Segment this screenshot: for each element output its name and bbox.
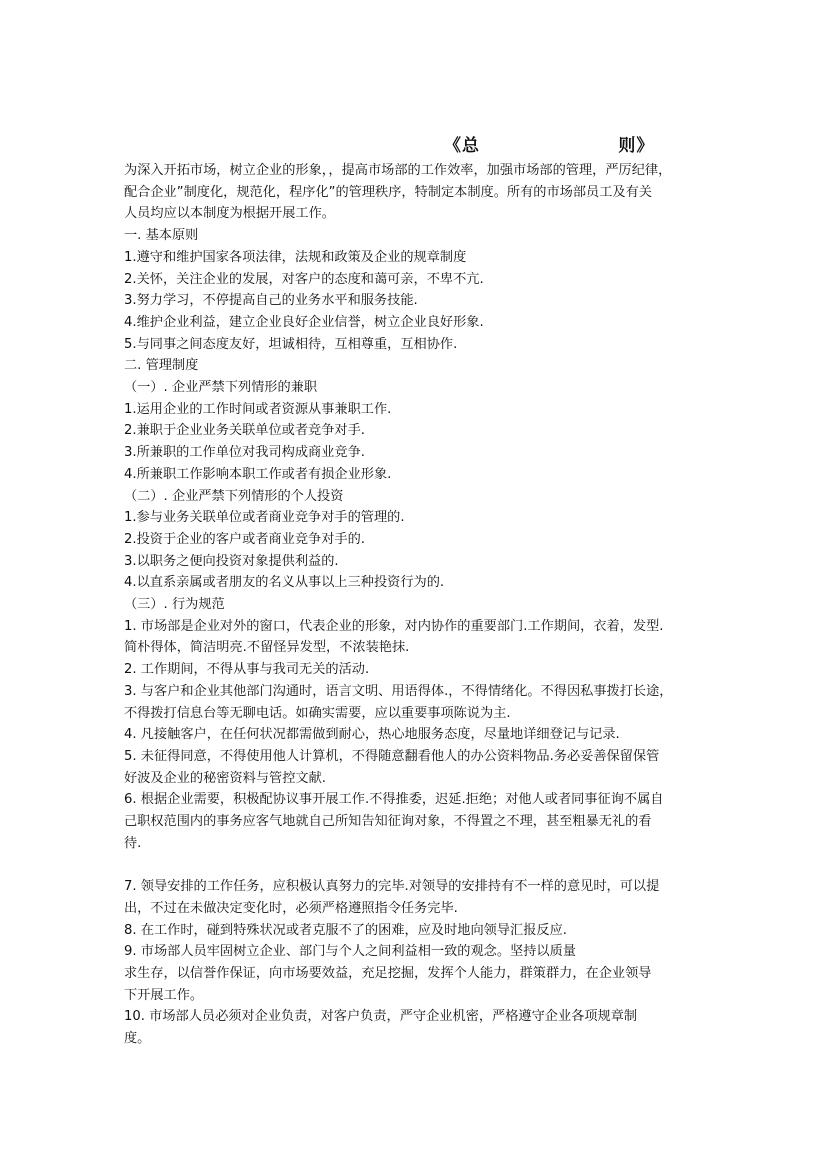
text-line: 3.以职务之便向投资对象提供利益的. [124,553,339,569]
document-title: 《总 则》 [444,136,655,156]
text-line: 1.运用企业的工作时间或者资源从事兼职工作. [124,401,392,417]
text-line: 4.维护企业利益，建立企业良好企业信誉，树立企业良好形象. [124,314,484,330]
text-line: 己职权范围内的事务应客气地就自己所知告知征询对象，不得置之不理，甚至粗暴无礼的看 [124,814,652,830]
text-line: 1. 市场部是企业对外的窗口，代表企业的形象，对内协作的重要部门.工作期间，衣着，发型. [124,618,664,634]
text-line: 3.努力学习，不停提高自己的业务水平和服务技能. [124,293,418,309]
text-line: 2. 工作期间，不得从事与我司无关的活动. [124,662,370,678]
text-line: 8. 在工作时，碰到特殊状况或者克服不了的困难，应及时地向领导汇报反应. [124,922,567,938]
text-line: 4.以直系亲属或者朋友的名义从事以上三种投资行为的. [124,575,445,591]
text-line: 9. 市场部人员牢固树立企业、部门与个人之间利益相一致的观念。坚持以质量 [124,944,576,960]
text-line: 下开展工作。 [124,987,204,1003]
text-line: （三）. 行为规范 [124,597,225,613]
text-line: 2.兼职于企业业务关联单位或者竞争对手. [124,423,365,439]
text-line: 1.遵守和维护国家各项法律，法规和政策及企业的规章制度 [124,249,467,265]
text-line: 人员均应以本制度为根据开展工作。 [124,206,335,222]
text-line: 4.所兼职工作影响本职工作或者有损企业形象. [124,466,392,482]
text-line: 一. 基本原则 [124,228,199,244]
text-line: 配合企业”制度化，规范化，程序化”的管理秩序，特制定本制度。所有的市场部员工及有关 [124,184,652,200]
text-line: 好波及企业的秘密资料与管控文献. [124,770,327,786]
document-body [124,160,714,1050]
text-line: 求生存，以信誉作保证，向市场要效益，充足挖掘，发挥个人能力，群策群力，在企业领导 [124,966,652,981]
text-line: 待. [124,835,142,851]
text-line: 6. 根据企业需要，积极配协议事开展工作.不得推委，迟延.拒绝；对他人或者同事征询不属自 [124,792,664,808]
text-line: 4. 凡接触客户，在任何状况都需做到耐心，热心地服务态度，尽量地详细登记与记录. [124,727,620,743]
text-line: 二. 管理制度 [124,358,199,374]
text-line: 度。 [124,1031,151,1047]
text-line: 2.关怀，关注企业的发展，对客户的态度和蔼可亲，不卑不亢. [124,271,484,287]
text-line: （二）. 企业严禁下列情形的个人投资 [124,488,344,504]
text-line: 7. 领导安排的工作任务，应积极认真努力的完毕.对领导的安排持有不一样的意见时，可以提 [124,879,660,895]
text-line: 简朴得体，简洁明亮.不留怪异发型，不浓装艳抹. [124,640,410,656]
text-line: 5.与同事之间态度友好，坦诚相待，互相尊重，互相协作. [124,336,458,352]
text-line: 10. 市场部人员必须对企业负责，对客户负责，严守企业机密，严格遵守企业各项规章制 [124,1009,638,1025]
text-line: 出，不过在未做决定变化时，必须严格遵照指令任务完毕. [124,900,458,916]
text-line [124,855,714,877]
text-line: 5. 未征得同意，不得使用他人计算机，不得随意翻看他人的办公资料物品.务必妥善保留保管 [124,748,660,764]
text-line: 不得拨打信息台等无聊电话。如确实需要，应以重要事项陈说为主. [124,705,511,721]
text-line: 3. 与客户和企业其他部门沟通时，语言文明、用语得体.，不得情绪化。不得因私事拨打长途， [124,683,673,699]
text-line: 1.参与业务关联单位或者商业竞争对手的管理的. [124,510,405,526]
text-line: 3.所兼职的工作单位对我司构成商业竞争. [124,445,365,461]
text-line: 为深入开拓市场，树立企业的形象，，提高市场部的工作效率，加强市场部的管理，严厉纪律， [124,163,672,178]
text-line: （一）. 企业严禁下列情形的兼职 [124,380,318,396]
text-line: 2.投资于企业的客户或者商业竞争对手的. [124,531,365,547]
